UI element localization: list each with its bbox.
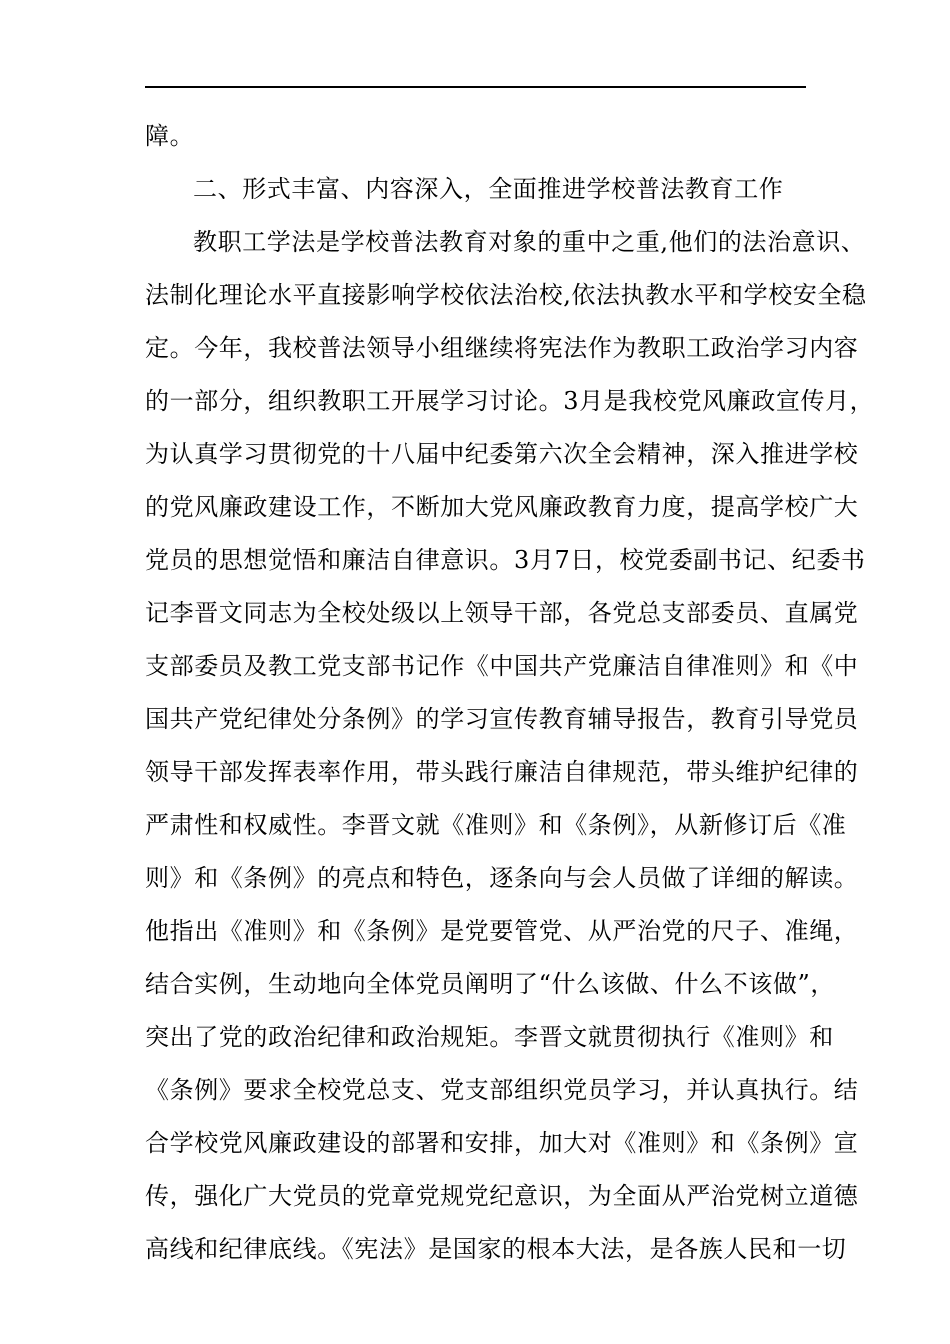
text-line-18: 突出了党的政治纪律和政治规矩。李晋文就贯彻执行《准则》和 (145, 1023, 834, 1051)
text-line-20: 合学校党风廉政建设的部署和安排，加大对《准则》和《条例》宣 (145, 1129, 859, 1157)
text-line-6: 的一部分，组织教职工开展学习讨论。3月是我校党风廉政宣传月， (145, 387, 875, 415)
text-line-1: 障。 (145, 122, 195, 150)
text-line-4: 法制化理论水平直接影响学校依法治校,依法执教水平和学校安全稳 (145, 281, 867, 309)
text-line-21: 传，强化广大党员的党章党规党纪意识，为全面从严治党树立道德 (145, 1182, 859, 1210)
text-line-19: 《条例》要求全校党总支、党支部组织党员学习，并认真执行。结 (145, 1076, 859, 1104)
text-line-8: 的党风廉政建设工作，不断加大党风廉政教育力度，提高学校广大 (145, 493, 859, 521)
text-line-16: 他指出《准则》和《条例》是党要管党、从严治党的尺子、准绳， (145, 917, 859, 945)
text-line-9: 党员的思想觉悟和廉洁自律意识。3月7日，校党委副书记、纪委书 (145, 546, 866, 574)
text-line-3: 教职工学法是学校普法教育对象的重中之重,他们的法治意识、 (193, 228, 866, 256)
text-line-7: 为认真学习贯彻党的十八届中纪委第六次全会精神，深入推进学校 (145, 440, 859, 468)
text-line-10: 记李晋文同志为全校处级以上领导干部，各党总支部委员、直属党 (145, 599, 859, 627)
text-line-15: 则》和《条例》的亮点和特色，逐条向与会人员做了详细的解读。 (145, 864, 859, 892)
text-line-5: 定。今年，我校普法领导小组继续将宪法作为教职工政治学习内容 (145, 334, 859, 362)
text-line-17: 结合实例，生动地向全体党员阐明了“什么该做、什么不该做”， (145, 970, 835, 998)
header-rule (145, 86, 806, 88)
text-line-12: 国共产党纪律处分条例》的学习宣传教育辅导报告，教育引导党员 (145, 705, 859, 733)
text-line-13: 领导干部发挥表率作用，带头践行廉洁自律规范，带头维护纪律的 (145, 758, 859, 786)
text-line-14: 严肃性和权威性。李晋文就《准则》和《条例》，从新修订后《准 (145, 811, 847, 839)
text-line-22: 高线和纪律底线。《宪法》是国家的根本大法，是各族人民和一切 (145, 1235, 847, 1263)
text-line-11: 支部委员及教工党支部书记作《中国共产党廉洁自律准则》和《中 (145, 652, 859, 680)
section-heading: 二、形式丰富、内容深入，全面推进学校普法教育工作 (193, 175, 784, 203)
